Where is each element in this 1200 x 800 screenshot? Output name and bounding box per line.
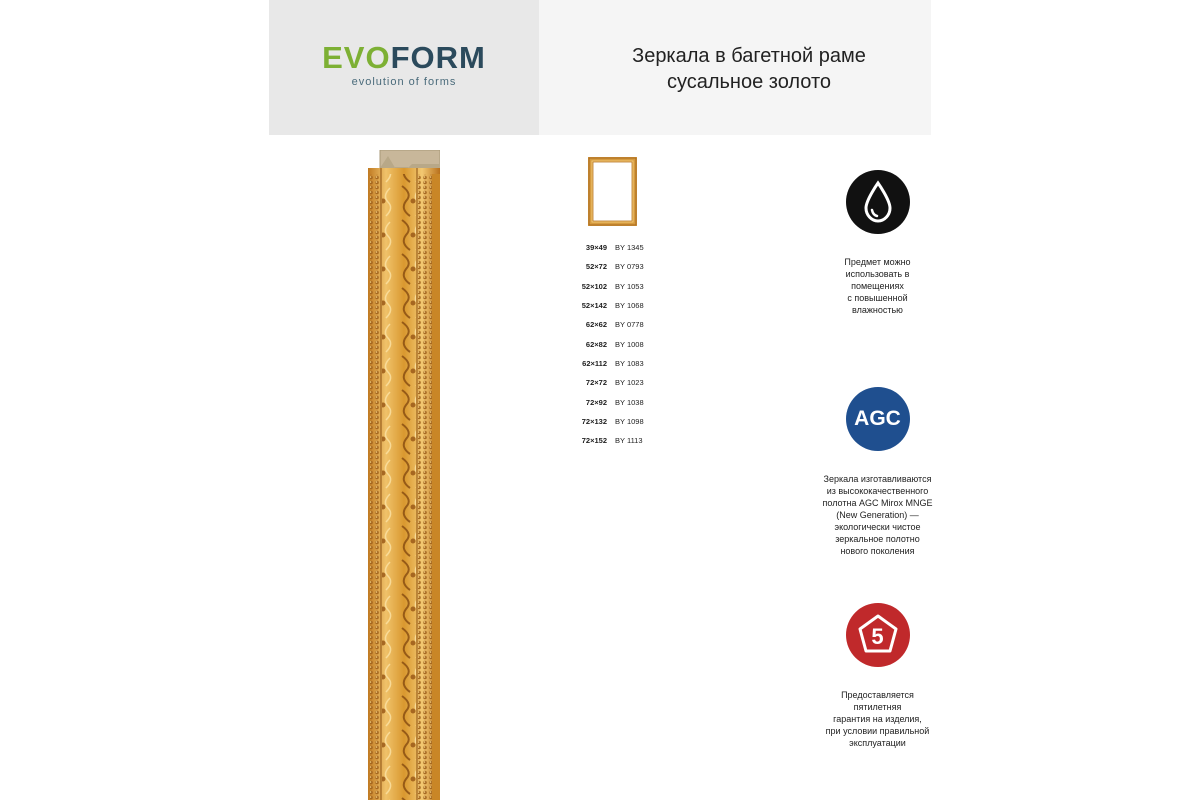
feature-text-line: Предмет можно xyxy=(844,257,911,267)
size-code: BY 1068 xyxy=(615,301,644,311)
frame-moulding-image xyxy=(368,150,440,800)
feature-text-line: гарантия на изделия, xyxy=(833,714,922,724)
size-dimensions: 52×102 xyxy=(581,281,607,291)
warranty-5-years-icon xyxy=(846,603,910,667)
warranty-number: 5 xyxy=(871,624,884,649)
size-row xyxy=(560,238,680,257)
feature-text-line: помещениях xyxy=(851,281,904,291)
size-row xyxy=(560,354,680,373)
size-row xyxy=(560,277,680,296)
size-row xyxy=(560,392,680,411)
size-dimensions: 62×82 xyxy=(585,339,607,349)
feature-warranty-text xyxy=(800,689,955,749)
page-title xyxy=(539,43,959,95)
logo-evo-text: EVO xyxy=(322,40,391,75)
size-code: BY 0778 xyxy=(615,320,644,330)
size-dimensions: 72×72 xyxy=(585,378,607,388)
feature-text-line: эксплуатации xyxy=(849,738,906,748)
size-row xyxy=(560,431,680,450)
size-dimensions: 52×142 xyxy=(581,301,607,311)
logo-tagline: evolution of forms xyxy=(351,76,457,88)
size-dimensions: 52×72 xyxy=(585,262,607,272)
feature-moisture-text xyxy=(800,256,955,316)
feature-text-line: зеркальное полотно xyxy=(835,534,920,544)
logo-form-text: FORM xyxy=(390,40,486,75)
page-title-line1: Зеркала в багетной раме xyxy=(632,45,866,67)
size-dimensions: 62×112 xyxy=(582,358,607,368)
feature-text-line: экологически чистое xyxy=(834,522,921,532)
agc-logo-text: AGC xyxy=(854,407,901,430)
feature-text-line: Зеркала изготавливаются xyxy=(823,474,932,484)
size-row xyxy=(560,373,680,392)
size-code: BY 0793 xyxy=(615,262,644,272)
size-code: BY 1038 xyxy=(615,397,644,407)
size-list xyxy=(560,238,680,450)
size-row xyxy=(560,334,680,353)
size-dimensions: 39×49 xyxy=(585,243,607,253)
feature-moisture xyxy=(800,170,955,316)
size-code: BY 1083 xyxy=(615,358,644,368)
feature-text-line: нового поколения xyxy=(840,546,915,556)
feature-text-line: из высококачественного xyxy=(826,486,929,496)
feature-agc xyxy=(800,387,955,557)
feature-text-line: при условии правильной xyxy=(825,726,930,736)
size-code: BY 1008 xyxy=(615,339,644,349)
feature-agc-text xyxy=(800,473,955,557)
size-dimensions: 72×152 xyxy=(581,436,607,446)
size-dimensions: 72×132 xyxy=(581,416,607,426)
agc-logo-icon xyxy=(846,387,910,451)
size-row xyxy=(560,296,680,315)
feature-text-line: использовать в xyxy=(845,269,910,279)
evoform-logo xyxy=(269,40,539,88)
mirror-thumbnail xyxy=(588,157,637,226)
size-code: BY 1113 xyxy=(615,436,643,446)
size-code: BY 1053 xyxy=(615,281,644,291)
feature-text-line: полотна AGC Mirox MNGE xyxy=(822,498,933,508)
size-code: BY 1023 xyxy=(615,378,644,388)
feature-warranty xyxy=(800,603,955,749)
size-row xyxy=(560,315,680,334)
size-dimensions: 72×92 xyxy=(585,397,607,407)
size-code: BY 1098 xyxy=(615,416,644,426)
size-row xyxy=(560,412,680,431)
feature-text-line: с повышенной xyxy=(847,293,908,303)
feature-text-line: влажностью xyxy=(852,305,903,315)
page-title-line2: сусальное золото xyxy=(666,71,832,93)
header-title-panel xyxy=(539,0,931,135)
header-logo-panel xyxy=(269,0,539,135)
size-code: BY 1345 xyxy=(615,243,644,253)
size-row xyxy=(560,257,680,276)
size-dimensions: 62×62 xyxy=(585,320,607,330)
feature-text-line: Предоставляется xyxy=(841,690,914,700)
water-drop-icon xyxy=(846,170,910,234)
feature-text-line: пятилетняя xyxy=(853,702,902,712)
feature-text-line: (New Generation) — xyxy=(836,510,919,520)
